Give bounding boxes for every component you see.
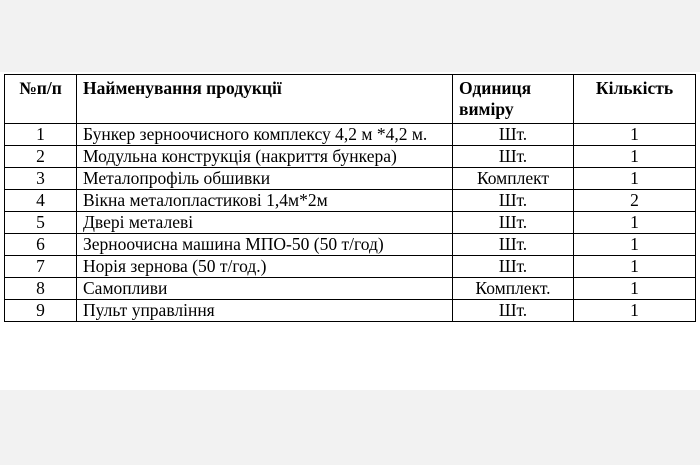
row-unit-cell: Шт. [453,234,574,256]
row-product-name-cell: Бункер зерноочисного комплексу 4,2 м *4,2 м. [77,124,453,146]
row-unit-cell: Шт. [453,212,574,234]
row-quantity-cell: 1 [574,212,696,234]
product-table [4,74,696,322]
table-row [5,212,696,234]
table-row [5,256,696,278]
table-row [5,168,696,190]
row-number-cell: 1 [5,124,77,146]
header-product-name: Найменування продукції [77,75,453,124]
row-quantity-cell: 1 [574,146,696,168]
row-unit-cell: Комплект [453,168,574,190]
row-unit-cell: Шт. [453,300,574,322]
row-number-cell: 8 [5,278,77,300]
row-number-cell: 9 [5,300,77,322]
row-product-name-cell: Норія зернова (50 т/год.) [77,256,453,278]
table-row [5,300,696,322]
row-quantity-cell: 1 [574,124,696,146]
row-quantity-cell: 1 [574,300,696,322]
table-row [5,234,696,256]
header-row [5,75,696,124]
header-unit: Одиниця виміру [453,75,574,124]
row-quantity-cell: 1 [574,234,696,256]
row-product-name-cell: Вікна металопластикові 1,4м*2м [77,190,453,212]
row-number-cell: 7 [5,256,77,278]
row-number-cell: 2 [5,146,77,168]
row-product-name-cell: Пульт управління [77,300,453,322]
table-row [5,190,696,212]
row-product-name-cell: Модульна конструкція (накриття бункера) [77,146,453,168]
row-unit-cell: Комплект. [453,278,574,300]
row-unit-cell: Шт. [453,256,574,278]
table-row [5,146,696,168]
row-number-cell: 3 [5,168,77,190]
row-quantity-cell: 1 [574,256,696,278]
row-number-cell: 4 [5,190,77,212]
row-unit-cell: Шт. [453,124,574,146]
row-number-cell: 5 [5,212,77,234]
row-number-cell: 6 [5,234,77,256]
table-body [5,124,696,322]
row-unit-cell: Шт. [453,190,574,212]
header-quantity: Кількість [574,75,696,124]
header-number: №п/п [5,75,77,124]
row-quantity-cell: 1 [574,278,696,300]
row-quantity-cell: 2 [574,190,696,212]
row-unit-cell: Шт. [453,146,574,168]
table-header [5,75,696,124]
row-product-name-cell: Двері металеві [77,212,453,234]
row-product-name-cell: Самопливи [77,278,453,300]
row-product-name-cell: Металопрофіль обшивки [77,168,453,190]
row-product-name-cell: Зерноочисна машина МПО-50 (50 т/год) [77,234,453,256]
table-row [5,278,696,300]
table-row [5,124,696,146]
row-quantity-cell: 1 [574,168,696,190]
